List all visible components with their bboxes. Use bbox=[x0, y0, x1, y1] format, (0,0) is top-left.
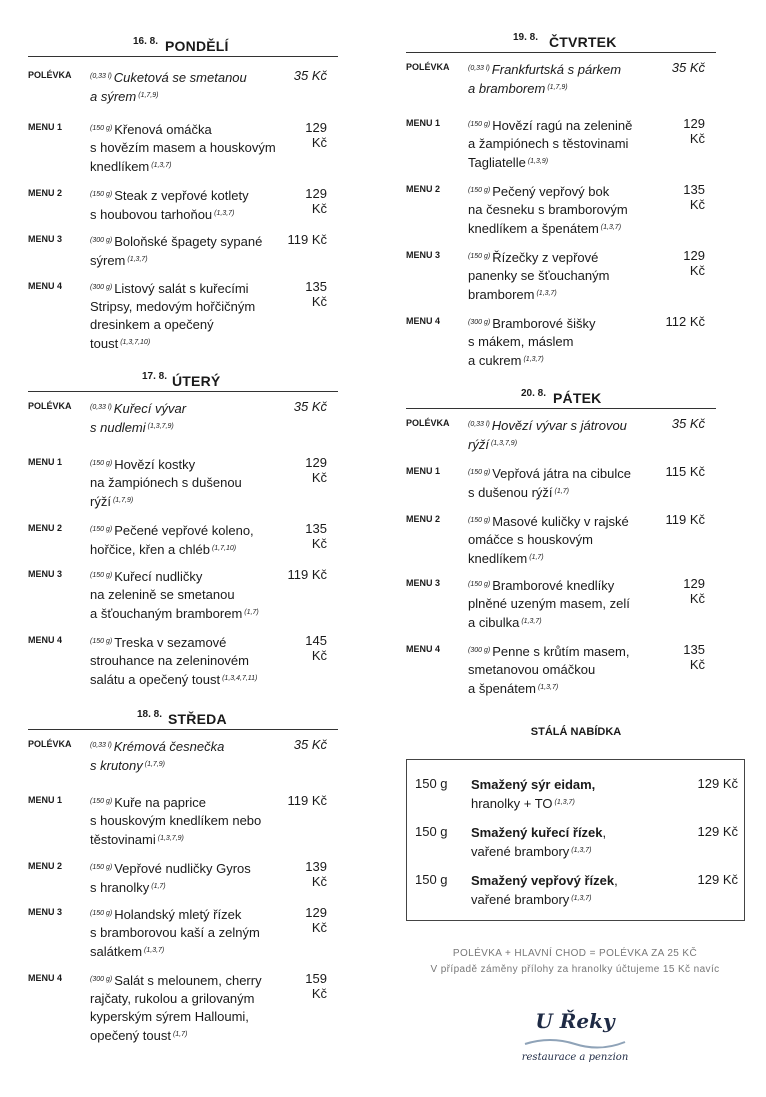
menu-weight: (150 g) bbox=[90, 638, 113, 645]
menu-description bbox=[90, 905, 280, 961]
day-date: 16. 8. bbox=[133, 36, 159, 47]
soup-allergens: (1,7,9) bbox=[138, 92, 159, 99]
soup-description bbox=[468, 60, 658, 98]
day-block-thursday bbox=[406, 32, 716, 368]
menu-label: MENU 1 bbox=[406, 118, 441, 128]
day-name: PONDĚLÍ bbox=[165, 38, 229, 54]
day-date: 18. 8. bbox=[137, 709, 163, 720]
menu-allergens: (1,7,10) bbox=[211, 545, 237, 552]
menu-label: MENU 1 bbox=[406, 466, 441, 476]
day-divider bbox=[406, 408, 716, 409]
standing-description bbox=[471, 824, 671, 861]
menu-line: salátkem bbox=[90, 944, 143, 959]
day-header bbox=[28, 371, 338, 389]
menu-line: Kuře na paprice bbox=[114, 795, 206, 810]
menu-price: 129 Kč bbox=[683, 248, 705, 278]
menu-description bbox=[468, 642, 658, 698]
menu-line: knedlíkem bbox=[468, 551, 528, 566]
menu-allergens: (1,7) bbox=[244, 609, 259, 616]
menu-label: MENU 2 bbox=[28, 188, 63, 198]
soup-price: 35 Kč bbox=[293, 68, 327, 83]
menu-weight: (150 g) bbox=[90, 798, 113, 805]
menu-label: MENU 3 bbox=[28, 569, 63, 579]
menu-description bbox=[90, 232, 280, 270]
menu-allergens: (1,3,7) bbox=[214, 210, 235, 217]
menu-line: a cibulka bbox=[468, 615, 520, 630]
menu-description bbox=[468, 512, 658, 568]
soup-name: Krémová česnečka bbox=[113, 739, 225, 754]
day-divider bbox=[28, 391, 338, 392]
menu-description bbox=[468, 248, 658, 304]
menu-line: Tagliatelle bbox=[468, 155, 526, 170]
menu-allergens: (1,3,7) bbox=[144, 947, 165, 954]
menu-description bbox=[468, 182, 658, 238]
standing-name: Smažený vepřový řízek bbox=[471, 873, 615, 888]
menu-line: sýrem bbox=[90, 253, 126, 268]
standing-offer-title: STÁLÁ NABÍDKA bbox=[530, 726, 622, 738]
menu-price: 139 Kč bbox=[305, 859, 327, 889]
menu-price: 129 Kč bbox=[305, 186, 327, 216]
menu-weight: (300 g) bbox=[90, 284, 113, 291]
menu-line: Salát s melounem, cherry bbox=[114, 973, 262, 988]
menu-line: Treska v sezamové bbox=[114, 635, 227, 650]
standing-name: Smažený kuřecí řízek bbox=[471, 825, 603, 840]
standing-price: 129 Kč bbox=[697, 872, 738, 887]
menu-allergens: (1,3,7,9) bbox=[157, 835, 184, 842]
menu-line: Vepřová játra na cibulce bbox=[492, 466, 631, 481]
menu-line: Hovězí ragú na zelenině bbox=[492, 118, 633, 133]
standing-price: 129 Kč bbox=[697, 824, 738, 839]
menu-weight: (150 g) bbox=[90, 460, 113, 467]
menu-price: 135 Kč bbox=[305, 521, 327, 551]
day-divider bbox=[28, 729, 338, 730]
menu-line: Řízečky z vepřové bbox=[492, 250, 599, 265]
menu-price: 129 Kč bbox=[683, 116, 705, 146]
soup-price: 35 Kč bbox=[293, 737, 327, 752]
menu-line: panenky se šťouchaným bbox=[468, 268, 610, 283]
standing-name-tail: , bbox=[602, 825, 607, 840]
logo-tagline: restaurace a penzion bbox=[521, 1052, 629, 1063]
menu-weight: (300 g) bbox=[468, 647, 491, 654]
soup-name-line2: rýží bbox=[468, 437, 489, 452]
menu-line: na česneku s bramborovým bbox=[468, 202, 628, 217]
day-block-wednesday bbox=[28, 709, 338, 1043]
standing-allergens: (1,3,7) bbox=[571, 847, 592, 854]
day-block-monday bbox=[28, 36, 338, 351]
menu-allergens: (1,3,4,7,11) bbox=[222, 675, 258, 682]
menu-allergens: (1,3,7) bbox=[600, 224, 622, 231]
soup-allergens: (1,3,7,9) bbox=[147, 423, 174, 430]
menu-allergens: (1,7) bbox=[151, 883, 166, 890]
menu-line: s houbovou tarhoňou bbox=[90, 207, 213, 222]
menu-price: 135 Kč bbox=[683, 182, 705, 212]
logo-name: U Řeky bbox=[535, 1009, 615, 1033]
day-block-tuesday bbox=[28, 371, 338, 687]
soup-allergens: (1,7,9) bbox=[547, 84, 568, 91]
menu-description bbox=[468, 576, 658, 632]
menu-line: Stripsy, medovým hořčičným bbox=[90, 299, 256, 314]
menu-price: 115 Kč bbox=[665, 464, 705, 479]
menu-allergens: (1,3,7) bbox=[127, 256, 148, 263]
menu-description bbox=[90, 633, 280, 689]
menu-weight: (150 g) bbox=[90, 526, 113, 533]
soup-description bbox=[468, 416, 658, 454]
menu-line: a žampiónech s těstovinami bbox=[468, 136, 629, 151]
menu-allergens: (1,3,9) bbox=[527, 158, 549, 165]
menu-line: na zelenině se smetanou bbox=[90, 587, 235, 602]
soup-name-line2: a bramborem bbox=[468, 81, 546, 96]
soup-allergens: (1,7,9) bbox=[144, 761, 165, 768]
day-name: ÚTERÝ bbox=[172, 373, 221, 389]
menu-weight: (150 g) bbox=[468, 581, 491, 588]
soup-label: POLÉVKA bbox=[406, 418, 450, 428]
menu-label: MENU 4 bbox=[28, 281, 63, 291]
menu-line: dresinkem a opečený bbox=[90, 317, 214, 332]
menu-weight: (150 g) bbox=[90, 572, 113, 579]
day-header bbox=[28, 709, 338, 727]
soup-price: 35 Kč bbox=[671, 60, 705, 75]
soup-volume: (0,33 l) bbox=[468, 421, 490, 428]
soup-label: POLÉVKA bbox=[28, 70, 72, 80]
menu-line: s dušenou rýží bbox=[468, 485, 553, 500]
day-name: STŘEDA bbox=[168, 711, 227, 727]
combo-note: POLÉVKA + HLAVNÍ CHOD = POLÉVKA ZA 25 KČ bbox=[452, 948, 698, 959]
standing-allergens: (1,3,7) bbox=[554, 799, 575, 806]
menu-price: 135 Kč bbox=[305, 279, 327, 309]
menu-line: plněné uzeným masem, zelí bbox=[468, 596, 630, 611]
menu-label: MENU 2 bbox=[406, 184, 441, 194]
soup-description bbox=[90, 68, 280, 106]
menu-label: MENU 2 bbox=[28, 861, 63, 871]
menu-line: s hranolky bbox=[90, 880, 150, 895]
standing-side: vařené brambory bbox=[471, 892, 570, 907]
menu-weight: (150 g) bbox=[90, 191, 113, 198]
menu-allergens: (1,3,7) bbox=[521, 618, 542, 625]
menu-line: kyperským sýrem Halloumi, bbox=[90, 1009, 249, 1024]
menu-label: MENU 1 bbox=[28, 795, 63, 805]
menu-line: strouhance na zeleninovém bbox=[90, 653, 249, 668]
menu-description bbox=[90, 455, 280, 511]
menu-line: rajčaty, rukolou a grilovaným bbox=[90, 991, 255, 1006]
menu-weight: (300 g) bbox=[90, 976, 113, 983]
menu-allergens: (1,3,7) bbox=[151, 162, 172, 169]
standing-allergens: (1,3,7) bbox=[571, 895, 592, 902]
menu-line: Pečený vepřový bok bbox=[492, 184, 610, 199]
standing-description bbox=[471, 872, 671, 909]
menu-description bbox=[468, 464, 658, 502]
soup-allergens: (1,3,7,9) bbox=[490, 440, 518, 447]
day-name: ČTVRTEK bbox=[549, 34, 617, 50]
menu-price: 119 Kč bbox=[287, 793, 327, 808]
menu-line: toust bbox=[90, 336, 119, 351]
menu-weight: (150 g) bbox=[468, 253, 491, 260]
menu-label: MENU 3 bbox=[28, 234, 63, 244]
menu-price: 129 Kč bbox=[305, 120, 327, 150]
day-header bbox=[28, 36, 338, 54]
soup-price: 35 Kč bbox=[293, 399, 327, 414]
menu-line: těstovinami bbox=[90, 832, 156, 847]
side-swap-note: V případě záměny přílohy za hranolky účtujeme 15 Kč navíc bbox=[430, 964, 720, 975]
menu-description bbox=[90, 793, 280, 849]
menu-description bbox=[468, 116, 658, 172]
soup-volume: (0,33 l) bbox=[90, 404, 112, 411]
menu-price: 129 Kč bbox=[683, 576, 705, 606]
soup-label: POLÉVKA bbox=[28, 401, 72, 411]
day-divider bbox=[406, 52, 716, 53]
menu-weight: (150 g) bbox=[90, 864, 113, 871]
day-header bbox=[406, 388, 716, 406]
standing-price: 129 Kč bbox=[697, 776, 738, 791]
menu-line: s houskovým knedlíkem nebo bbox=[90, 813, 262, 828]
soup-label: POLÉVKA bbox=[406, 62, 450, 72]
menu-description bbox=[90, 521, 280, 559]
menu-description bbox=[90, 971, 280, 1045]
menu-description bbox=[90, 567, 280, 623]
soup-volume: (0,33 l) bbox=[90, 742, 112, 749]
menu-line: Boloňské špagety sypané bbox=[114, 234, 263, 249]
soup-price: 35 Kč bbox=[671, 416, 705, 431]
menu-weight: (150 g) bbox=[468, 469, 491, 476]
menu-line: Masové kuličky v rajské bbox=[492, 514, 629, 529]
menu-weight: (150 g) bbox=[468, 517, 491, 524]
logo-wave-icon bbox=[525, 1040, 625, 1048]
day-name: PÁTEK bbox=[553, 390, 602, 406]
menu-price: 119 Kč bbox=[287, 567, 327, 582]
menu-price: 119 Kč bbox=[665, 512, 705, 527]
menu-line: Bramborové knedlíky bbox=[492, 578, 615, 593]
menu-line: a šťouchaným bramborem bbox=[90, 606, 243, 621]
standing-description bbox=[471, 776, 671, 813]
menu-label: MENU 3 bbox=[406, 250, 441, 260]
menu-label: MENU 4 bbox=[406, 644, 441, 654]
menu-line: Křenová omáčka bbox=[114, 122, 212, 137]
menu-line: Listový salát s kuřecími bbox=[114, 281, 249, 296]
menu-description bbox=[90, 186, 280, 224]
menu-label: MENU 2 bbox=[406, 514, 441, 524]
soup-volume: (0,33 l) bbox=[468, 65, 490, 72]
menu-line: s mákem, máslem bbox=[468, 334, 574, 349]
menu-label: MENU 2 bbox=[28, 523, 63, 533]
menu-label: MENU 4 bbox=[28, 973, 63, 983]
menu-label: MENU 4 bbox=[406, 316, 441, 326]
menu-label: MENU 1 bbox=[28, 457, 63, 467]
soup-name-line2: a sýrem bbox=[90, 89, 137, 104]
menu-line: a cukrem bbox=[468, 353, 522, 368]
menu-allergens: (1,7) bbox=[172, 1031, 188, 1038]
menu-line: bramborem bbox=[468, 287, 535, 302]
menu-line: salátu a opečený toust bbox=[90, 672, 221, 687]
standing-offer-box bbox=[406, 759, 745, 921]
menu-allergens: (1,3,7) bbox=[536, 290, 557, 297]
menu-line: Kuřecí nudličky bbox=[114, 569, 203, 584]
menu-price: 129 Kč bbox=[305, 905, 327, 935]
standing-name: Smažený sýr eidam, bbox=[471, 777, 596, 792]
menu-allergens: (1,3,7) bbox=[537, 684, 559, 691]
soup-name: Hovězí vývar s játrovou bbox=[491, 418, 627, 433]
menu-label: MENU 1 bbox=[28, 122, 63, 132]
menu-price: 119 Kč bbox=[287, 232, 327, 247]
soup-name-line2: s nudlemi bbox=[90, 420, 146, 435]
soup-description bbox=[90, 737, 280, 775]
menu-price: 159 Kč bbox=[305, 971, 327, 1001]
menu-allergens: (1,7) bbox=[529, 554, 544, 561]
day-date: 19. 8. bbox=[513, 32, 539, 43]
menu-line: omáčce s houskovým bbox=[468, 532, 593, 547]
standing-weight: 150 g bbox=[415, 872, 448, 887]
standing-side: vařené brambory bbox=[471, 844, 570, 859]
menu-allergens: (1,3,7) bbox=[523, 356, 544, 363]
standing-name-tail: , bbox=[614, 873, 618, 888]
menu-weight: (150 g) bbox=[468, 187, 491, 194]
menu-label: MENU 3 bbox=[28, 907, 63, 917]
menu-weight: (150 g) bbox=[90, 125, 113, 132]
menu-line: s bramborovou kaší a zelným bbox=[90, 925, 260, 940]
day-divider bbox=[28, 56, 338, 57]
menu-line: knedlíkem bbox=[90, 159, 150, 174]
day-block-friday bbox=[406, 388, 716, 696]
menu-line: Holandský mletý řízek bbox=[114, 907, 242, 922]
menu-line: s hovězím masem a houskovým bbox=[90, 140, 276, 155]
soup-name-line2: s krutony bbox=[90, 758, 143, 773]
standing-side: hranolky + TO bbox=[471, 796, 553, 811]
menu-description bbox=[90, 859, 280, 897]
standing-weight: 150 g bbox=[415, 824, 448, 839]
day-header bbox=[406, 32, 716, 50]
menu-weight: (300 g) bbox=[90, 237, 113, 244]
menu-allergens: (1,3,7,10) bbox=[120, 339, 151, 346]
standing-weight: 150 g bbox=[415, 776, 448, 791]
menu-line: hořčice, křen a chléb bbox=[90, 542, 210, 557]
menu-description bbox=[90, 120, 280, 176]
soup-name: Cuketová se smetanou bbox=[113, 70, 247, 85]
soup-name: Frankfurtská s párkem bbox=[491, 62, 622, 77]
restaurant-logo bbox=[505, 1000, 645, 1070]
day-date: 20. 8. bbox=[521, 388, 547, 399]
menu-line: rýží bbox=[90, 494, 111, 509]
menu-weight: (150 g) bbox=[90, 910, 113, 917]
menu-line: Pečené vepřové koleno, bbox=[114, 523, 254, 538]
menu-label: MENU 3 bbox=[406, 578, 441, 588]
soup-volume: (0,33 l) bbox=[90, 73, 112, 80]
menu-description bbox=[90, 279, 280, 353]
menu-line: knedlíkem a špenátem bbox=[468, 221, 599, 236]
day-date: 17. 8. bbox=[142, 371, 168, 382]
menu-line: Bramborové šišky bbox=[492, 316, 596, 331]
menu-price: 129 Kč bbox=[305, 455, 327, 485]
soup-name: Kuřecí vývar bbox=[113, 401, 187, 416]
soup-description bbox=[90, 399, 280, 437]
menu-allergens: (1,7,9) bbox=[112, 497, 134, 504]
menu-line: Penne s krůtím masem, bbox=[492, 644, 630, 659]
menu-price: 112 Kč bbox=[665, 314, 705, 329]
menu-line: opečený toust bbox=[90, 1028, 171, 1043]
menu-description bbox=[468, 314, 658, 370]
soup-label: POLÉVKA bbox=[28, 739, 72, 749]
menu-label: MENU 4 bbox=[28, 635, 63, 645]
menu-weight: (150 g) bbox=[468, 121, 491, 128]
menu-line: Vepřové nudličky Gyros bbox=[114, 861, 251, 876]
menu-line: na žampiónech s dušenou bbox=[90, 475, 242, 490]
menu-allergens: (1,7) bbox=[554, 488, 569, 495]
menu-line: Steak z vepřové kotlety bbox=[114, 188, 249, 203]
menu-line: a špenátem bbox=[468, 681, 536, 696]
menu-price: 135 Kč bbox=[683, 642, 705, 672]
menu-line: Hovězí kostky bbox=[114, 457, 196, 472]
menu-price: 145 Kč bbox=[305, 633, 327, 663]
menu-line: smetanovou omáčkou bbox=[468, 662, 596, 677]
menu-weight: (300 g) bbox=[468, 319, 491, 326]
